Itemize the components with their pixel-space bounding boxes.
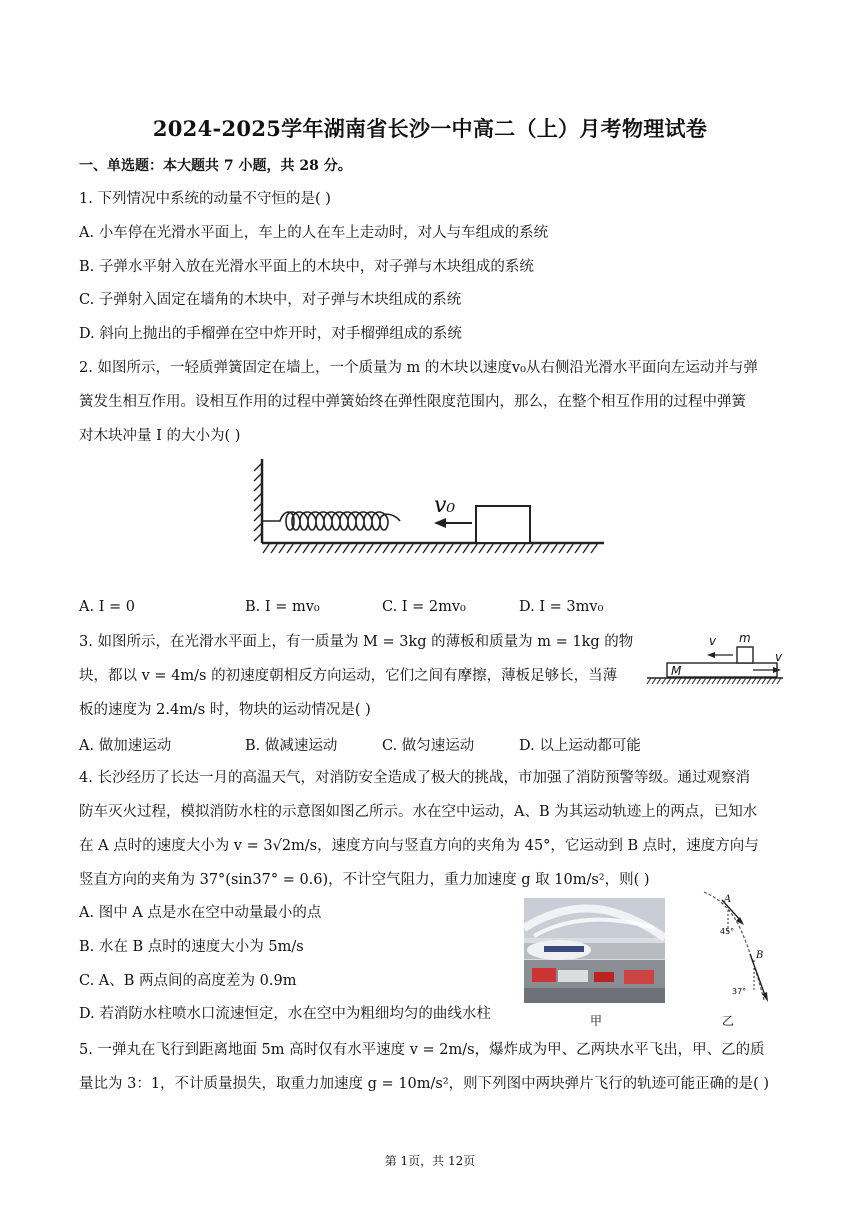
q4-stem-line2: 防车灭火过程，模拟消防水柱的示意图如图乙所示。水在空中运动，A、B 为其运动轨迹上的两点，已知水 xyxy=(79,804,758,820)
q4-option-a: A. 图中 A 点是水在空中动量最小的点 xyxy=(79,905,322,921)
q2-option-b: B. I = mv₀ xyxy=(245,599,320,615)
caption-yi: 乙 xyxy=(722,1014,735,1028)
q2-stem-line1: 2. 如图所示，一轻质弹簧固定在墙上，一个质量为 m 的木块以速度v₀从右侧沿光滑水平面向左运动并与弹 xyxy=(79,360,758,376)
q3-stem-line1: 3. 如图所示，在光滑水平面上，有一质量为 M = 3kg 的薄板和质量为 m = 1kg 的物 xyxy=(79,634,634,650)
fig-v-left: v xyxy=(709,634,717,648)
q1-option-d: D. 斜向上抛出的手榴弹在空中炸开时，对手榴弹组成的系统 xyxy=(79,326,462,342)
q2-stem-line2: 簧发生相互作用。设相互作用的过程中弹簧始终在弹性限度范围内，那么，在整个相互作用的过程中弹簧 xyxy=(79,394,746,410)
q5-stem-line1: 5. 一弹丸在飞行到距离地面 5m 高时仅有水平速度 v = 2m/s，爆炸成为甲、乙两块水平飞出，甲、乙的质 xyxy=(79,1042,765,1058)
board-block-figure xyxy=(645,628,785,688)
q3-option-a: A. 做加速运动 xyxy=(79,738,172,754)
point-b-label: B xyxy=(756,950,764,961)
trajectory-diagram xyxy=(698,888,782,1010)
q2-option-a: A. I = 0 xyxy=(79,599,136,615)
q1-option-c: C. 子弹射入固定在墙角的木块中，对子弹与木块组成的系统 xyxy=(79,292,462,308)
fig-v-right: v xyxy=(775,650,783,664)
spring-block-figure xyxy=(250,455,610,565)
velocity-label: v₀ xyxy=(434,493,456,518)
q4-option-d: D. 若消防水柱喷水口流速恒定，水在空中为粗细均匀的曲线水柱 xyxy=(79,1006,491,1022)
fig-m: m xyxy=(739,631,751,645)
q1-option-a: A. 小车停在光滑水平面上，车上的人在车上走动时，对人与车组成的系统 xyxy=(79,225,549,241)
section-heading: 一、单选题：本大题共 7 小题，共 28 分。 xyxy=(79,158,352,174)
fig-M: M xyxy=(671,664,682,678)
q5-stem-line2: 量比为 3：1，不计质量损失，取重力加速度 g = 10m/s²，则下列图中两块弹片飞行的轨迹可能正确的是( ) xyxy=(79,1076,770,1092)
q4-option-b: B. 水在 B 点时的速度大小为 5m/s xyxy=(79,939,304,955)
q4-stem-line3: 在 A 点时的速度大小为 v = 3√2m/s，速度方向与竖直方向的夹角为 45°，它运动到 B 点时，速度方向与 xyxy=(79,838,759,854)
q2-stem-line3: 对木块冲量 I 的大小为( ) xyxy=(79,428,241,444)
q2-option-c: C. I = 2mv₀ xyxy=(382,599,466,615)
q2-option-d: D. I = 3mv₀ xyxy=(519,599,604,615)
page-footer: 第 1页，共 12页 xyxy=(384,1154,476,1168)
point-a-label: A xyxy=(724,894,732,905)
q3-option-d: D. 以上运动都可能 xyxy=(519,738,641,754)
fire-truck-photo xyxy=(524,898,665,1003)
q4-stem-line4: 竖直方向的夹角为 37°(sin37° = 0.6)，不计空气阻力，重力加速度 g 取 10m/s²，则( ) xyxy=(79,872,650,888)
angle-45-label: 45° xyxy=(720,927,735,936)
angle-37-label: 37° xyxy=(732,987,747,996)
q1-option-b: B. 子弹水平射入放在光滑水平面上的木块中，对子弹与木块组成的系统 xyxy=(79,259,534,275)
q3-stem-line3: 板的速度为 2.4m/s 时，物块的运动情况是( ) xyxy=(79,702,371,718)
q3-option-b: B. 做减速运动 xyxy=(245,738,338,754)
q3-option-c: C. 做匀速运动 xyxy=(382,738,475,754)
q4-stem-line1: 4. 长沙经历了长达一月的高温天气，对消防安全造成了极大的挑战，市加强了消防预警等级。通过观察消 xyxy=(79,770,750,786)
q3-stem-line2: 块，都以 v = 4m/s 的初速度朝相反方向运动，它们之间有摩擦，薄板足够长，当薄 xyxy=(79,668,618,684)
q1-stem: 1. 下列情况中系统的动量不守恒的是( ) xyxy=(79,191,331,207)
caption-jia: 甲 xyxy=(590,1014,603,1028)
q4-option-c: C. A、B 两点间的高度差为 0.9m xyxy=(79,973,297,989)
exam-title: 2024-2025学年湖南省长沙一中高二（上）月考物理试卷 xyxy=(152,116,708,141)
